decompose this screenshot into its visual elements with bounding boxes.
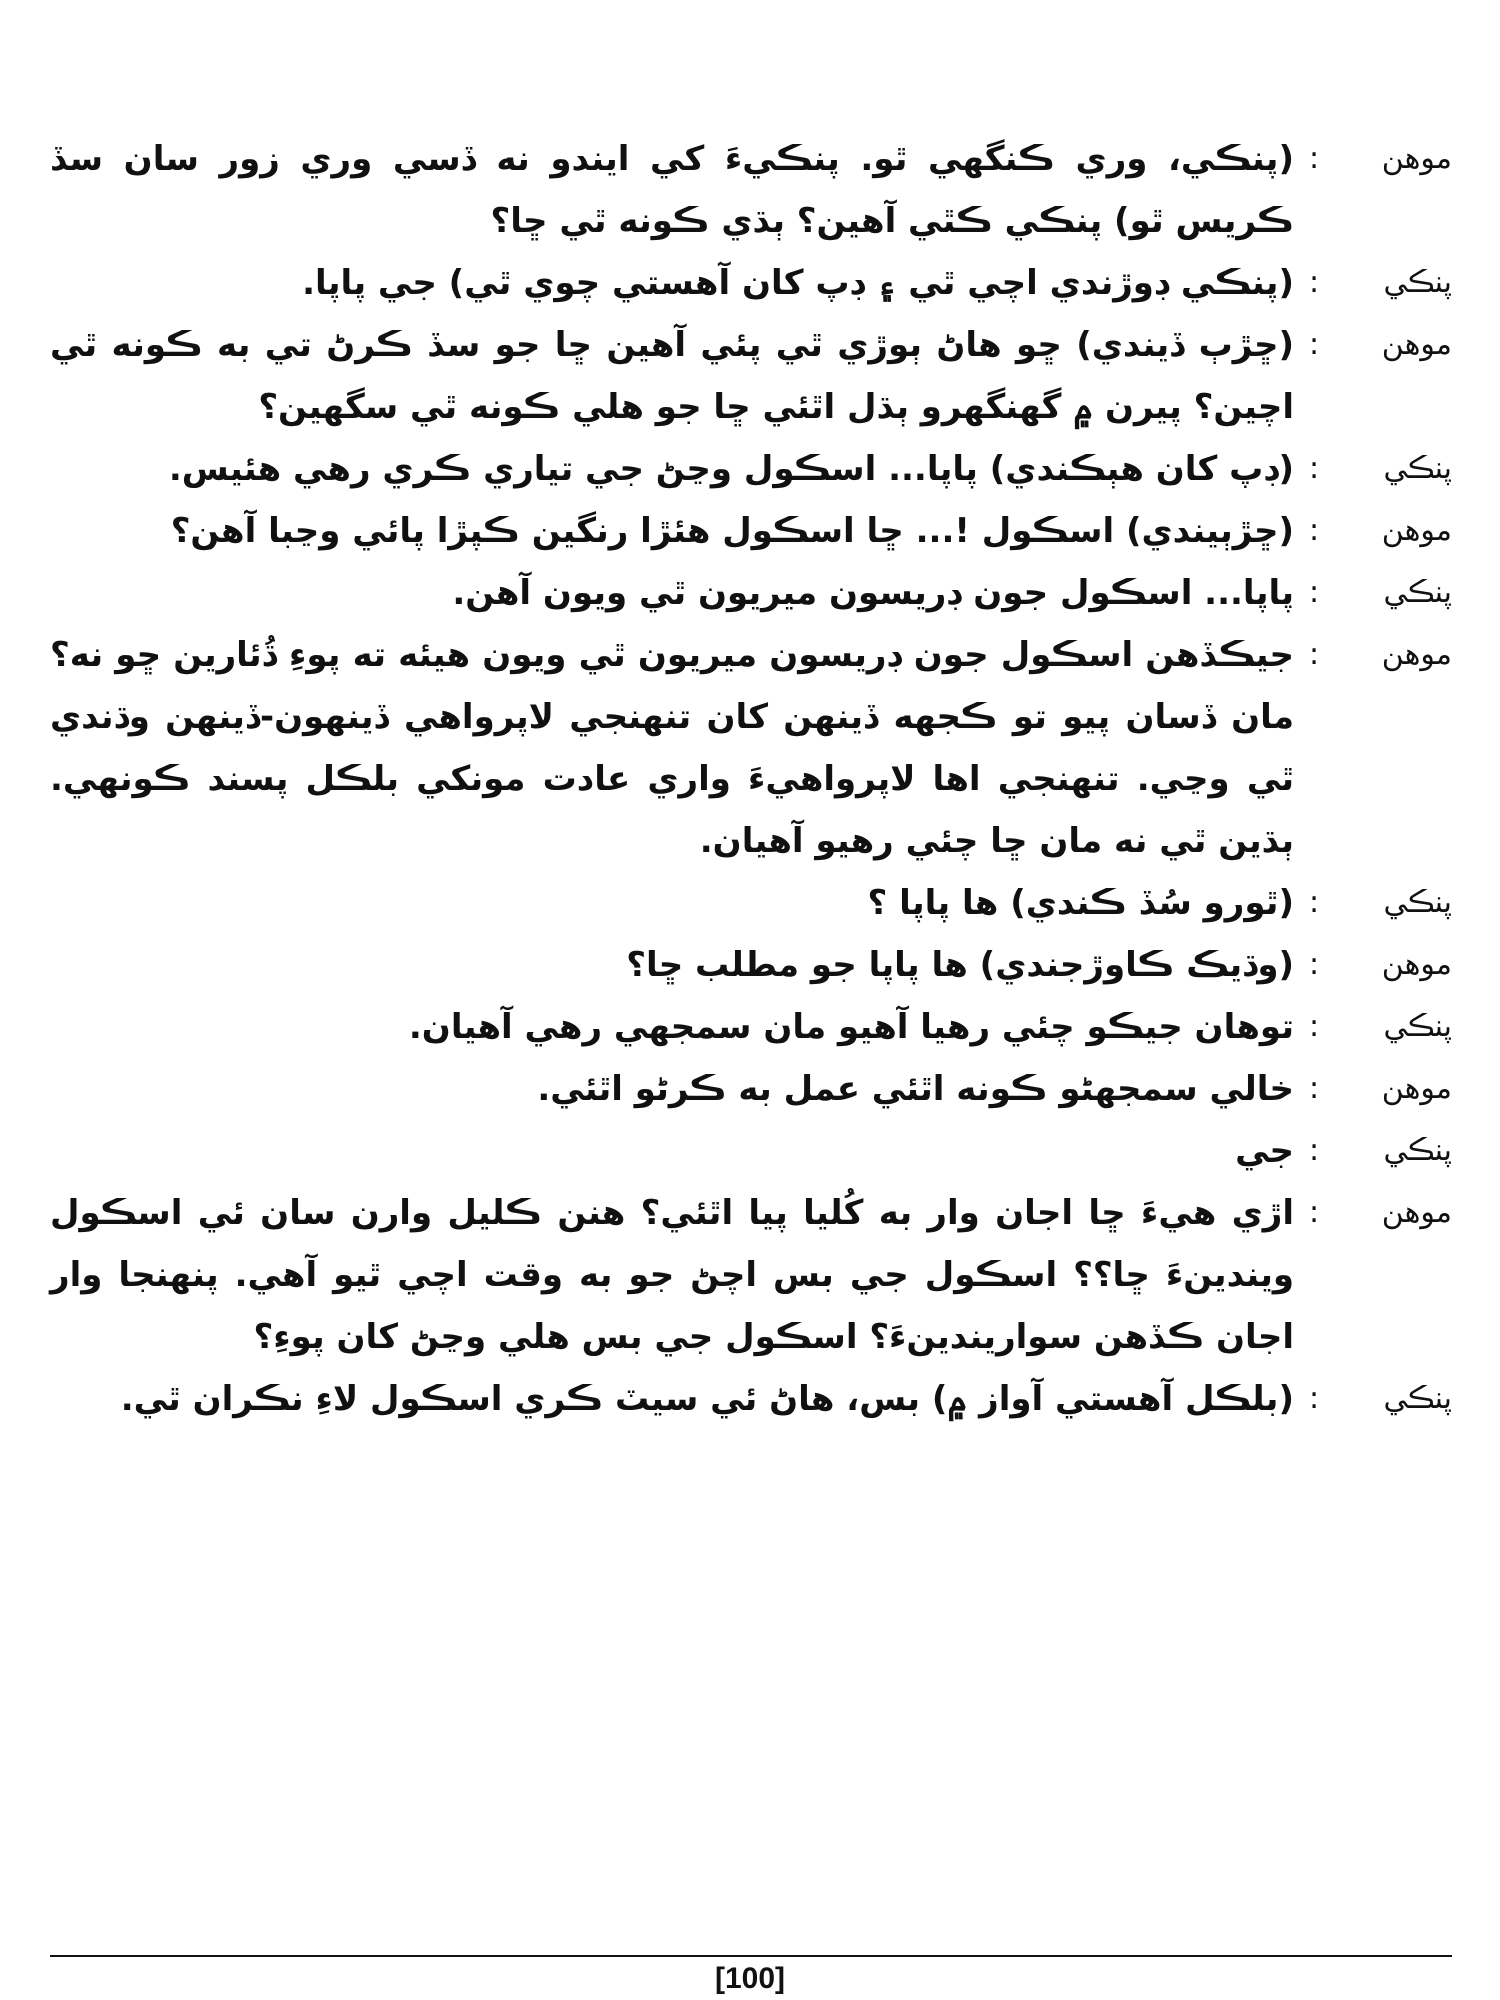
dialogue-text: جي [1235,1131,1294,1171]
footer-rule [50,1955,1452,1957]
dialogue-text: توهان جيڪو چئي رهيا آهيو مان سمجهي رهي آهيان. [408,1007,1294,1047]
dialogue-text: خالي سمجهڻو ڪونه اٿئي عمل به ڪرڻو اٿئي. [537,1069,1294,1109]
dialogue-line [50,934,1452,996]
dialogue-line [50,252,1452,314]
dialogue-line [50,314,1452,438]
dialogue-line [50,996,1452,1058]
speaker-name: موهن [1381,513,1452,548]
separator-colon: : [1308,885,1320,920]
separator-colon: : [1308,1381,1320,1416]
separator-colon: : [1308,637,1320,672]
dialogue-text: (ڇڙٻيندي) اسڪول !... ڇا اسڪول هئڙا رنگين ڪپڙا پائي وڃبا آهن؟ [170,511,1294,551]
speaker-name: پنڪي [1383,575,1452,610]
speaker-name: پنڪي [1383,1381,1452,1416]
separator-colon: : [1308,575,1320,610]
dialogue-line [50,438,1452,500]
speaker-name: موهن [1381,141,1452,176]
separator-colon: : [1308,1195,1320,1230]
separator-colon: : [1308,513,1320,548]
dialogue-line [50,624,1452,872]
dialogue-text: (ڊپ کان هٻڪندي) پاپا... اسڪول وڃڻ جي تياري ڪري رهي هئيس. [168,449,1294,489]
separator-colon: : [1308,1133,1320,1168]
dialogue-text: اڙي هيءَ ڇا اجان وار به کُليا پيا اٿئي؟ هنن ڪليل وارن سان ئي اسڪول ويندينءَ ڇا؟؟ اسڪول جي بس اچڻ جو به وقت اچي ٿيو آهي. پنهنجا وار اجان ڪڏهن سواريندينءَ؟ اسڪول جي بس هلي وڃڻ کان پوءِ؟ [50,1193,1294,1357]
dialogue-text: (بلڪل آهستي آواز ۾) بس، هاڻ ئي سيٽ ڪري اسڪول لاءِ نڪران ٿي. [120,1379,1294,1419]
dialogue-text: (ڇڙٻ ڏيندي) ڇو هاڻ ٻوڙي ٿي پئي آهين ڇا جو سڏ ڪرڻ تي به ڪونه ٿي اچين؟ پيرن ۾ گهنگهرو ٻڌل اٿئي ڇا جو هلي ڪونه ٿي سگهين؟ [50,325,1294,427]
dialogue-text: جيڪڏهن اسڪول جون ڊريسون ميريون ٿي ويون هيئه ته پوءِ ڌُئارين ڇو نه؟ مان ڏسان پيو تو ڪجهه ڏينهن کان تنهنجي لاپرواهي ڏينهون-ڏينهن وڌندي ٿي وڃي. تنهنجي اها لاپرواهيءَ واري عادت مونکي بلڪل پسند ڪونهي. ٻڌين ٿي نه مان ڇا چئي رهيو آهيان. [50,635,1294,861]
dialogue-line [50,562,1452,624]
speaker-name: پنڪي [1383,885,1452,920]
dialogue-line [50,500,1452,562]
dialogue-text: (ٿورو سُڏ ڪندي) ها پاپا ؟ [867,883,1294,923]
speaker-name: موهن [1381,1195,1452,1230]
speaker-name: موهن [1381,947,1452,982]
dialogue-line [50,872,1452,934]
dialogue-line [50,1182,1452,1368]
speaker-name: پنڪي [1383,265,1452,300]
separator-colon: : [1308,327,1320,362]
speaker-name: پنڪي [1383,1009,1452,1044]
separator-colon: : [1308,451,1320,486]
dialogue-text: پاپا... اسڪول جون ڊريسون ميريون ٿي ويون آهن. [452,573,1294,613]
dialogue-line [50,128,1452,252]
separator-colon: : [1308,1071,1320,1106]
separator-colon: : [1308,141,1320,176]
speaker-name: پنڪي [1383,451,1452,486]
dialogue [50,128,1452,1430]
speaker-name: موهن [1381,327,1452,362]
dialogue-text: (پنڪي، وري ڪنگهي ٿو. پنڪيءَ کي ايندو نه ڏسي وري زور سان سڏ ڪريس ٿو) پنڪي ڪٿي آهين؟ ٻڌي ڪونه ٿي ڇا؟ [50,139,1294,241]
speaker-name: موهن [1381,637,1452,672]
separator-colon: : [1308,1009,1320,1044]
dialogue-line [50,1368,1452,1430]
dialogue-line [50,1058,1452,1120]
page-number: [100] [714,1962,786,1995]
speaker-name: پنڪي [1383,1133,1452,1168]
separator-colon: : [1308,947,1320,982]
dialogue-line [50,1120,1452,1182]
separator-colon: : [1308,265,1320,300]
speaker-name: موهن [1381,1071,1452,1106]
dialogue-text: (وڌيڪ ڪاوڙجندي) ها پاپا جو مطلب ڇا؟ [626,945,1294,985]
dialogue-text: (پنڪي ڊوڙندي اچي ٿي ۽ ڊپ کان آهستي چوي ٿي) جي پاپا. [302,263,1294,303]
